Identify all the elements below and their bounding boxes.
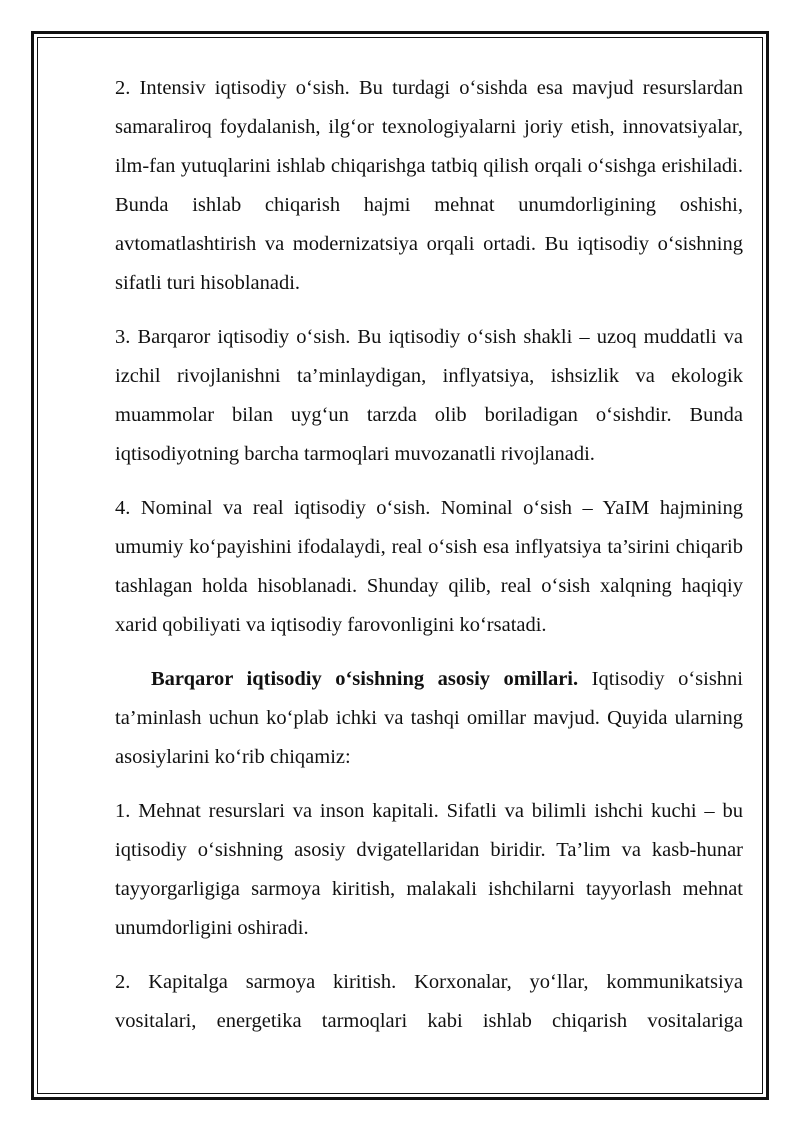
section-heading: Barqaror iqtisodiy o‘sishning asosiy omillari.: [151, 668, 579, 690]
paragraph-growth-factors: [115, 660, 743, 777]
paragraph-sustainable-growth: 3. Barqaror iqtisodiy o‘sish. Bu iqtisodiy o‘sish shakli – uzoq muddatli va izchil rivojlanishni ta’minlaydigan, inflyatsiya, ishsizlik va ekologik muammolar bilan uyg‘un tarzda olib boriladigan o‘sishdir. Bunda iqtisodiyotning barcha tarmoqlari muvozanatli rivojlanadi.: [115, 326, 743, 465]
paragraph-labor-resources: 1. Mehnat resurslari va inson kapitali. Sifatli va bilimli ishchi kuchi – bu iqtisodiy o‘sishning asosiy dvigatellaridan biridir. Ta’lim va kasb-hunar tayyorgarligiga sarmoya kiritish, malakali ishchilarni tayyorlash mehnat unumdorligini oshiradi.: [115, 800, 743, 939]
document-body: [115, 69, 743, 1056]
paragraph-nominal-real-growth: 4. Nominal va real iqtisodiy o‘sish. Nominal o‘sish – YaIM hajmining umumiy ko‘payishini ifodalaydi, real o‘sish esa inflyatsiya ta’sirini chiqarib tashlagan holda hisoblanadi. Shunday qilib, real o‘sish xalqning haqiqiy xarid qobiliyati va iqtisodiy farovonligini ko‘rsatadi.: [115, 497, 743, 636]
paragraph-intensive-growth: 2. Intensiv iqtisodiy o‘sish. Bu turdagi o‘sishda esa mavjud resurslardan samaraliroq foydalanish, ilg‘or texnologiyalarni joriy etish, innovatsiyalar, ilm-fan yutuqlarini ishlab chiqarishga tatbiq qilish orqali o‘sishga erishiladi. Bunda ishlab chiqarish hajmi mehnat unumdorligining oshishi, avtomatlashtirish va modernizatsiya orqali ortadi. Bu iqtisodiy o‘sishning sifatli turi hisoblanadi.: [115, 77, 743, 294]
section-intro-text: Iqtisodiy o‘sishni ta’minlash uchun ko‘plab ichki va tashqi omillar mavjud. Quyida ularning asosiylarini ko‘rib chiqamiz:: [115, 668, 743, 768]
paragraph-capital-investment: 2. Kapitalga sarmoya kiritish. Korxonalar, yo‘llar, kommunikatsiya vositalari, energetika tarmoqlari kabi ishlab chiqarish vositalariga: [115, 971, 743, 1032]
